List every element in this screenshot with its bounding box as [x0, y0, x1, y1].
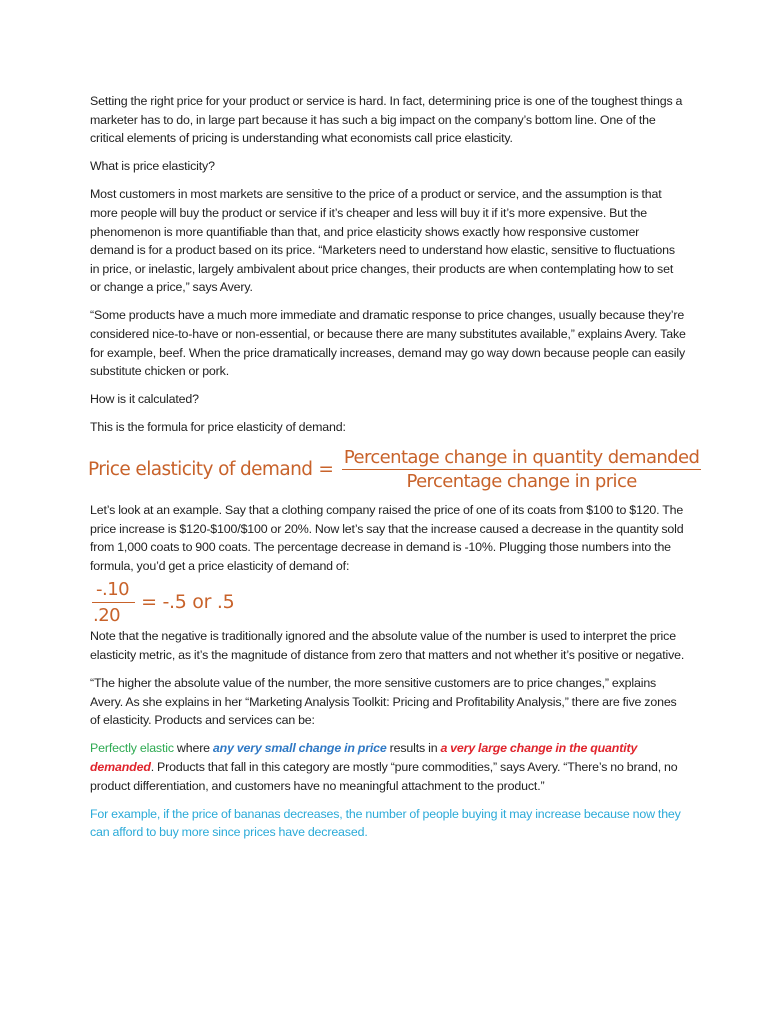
formula-lhs: Price elasticity of demand [88, 458, 313, 480]
pure-commodities-text: . Products that fall in this category are mostly “pure commodities,” says Avery. “There’s no brand, no product differentiation, and customers have no meaningful attachment to the product.” [90, 759, 678, 793]
perfectly-elastic-paragraph [90, 739, 686, 795]
formula-denominator: Percentage change in price [406, 470, 637, 492]
document-page [88, 92, 700, 851]
large-quantity-change-phrase: a very large change in the quantity demanded [90, 741, 638, 774]
example-result: = -.5 or .5 [141, 591, 235, 614]
five-zones-paragraph: “The higher the absolute value of the number, the more sensitive customers are to price changes,” explains Avery. As she explains in her “Marketing Analysis Toolkit: Pricing and Profitability Analysis,” there are five zones of elasticity. Products and services can be: [90, 676, 677, 728]
results-in-text: results in [386, 741, 441, 756]
formula-numerator: Percentage change in quantity demanded [343, 446, 700, 468]
formula-fraction [342, 447, 701, 492]
heading-how-calculated: How is it calculated? [90, 392, 199, 407]
formula-intro: This is the formula for price elasticity of demand: [90, 420, 346, 435]
customers-sensitivity-paragraph: Most customers in most markets are sensitive to the price of a product or service, and the assumption is that more people will buy the product or service if it’s cheaper and less will buy it if it’s more expensive. But the phenomenon is more quantifiable than that, and price elasticity shows exactly how responsive customer demand is for a product based on its price. “Marketers need to understand how elastic, sensitive to fluctuations in price, or inelastic, largely ambivalent about price changes, their products are when contemplating how to set or change a price,” says Avery. [90, 187, 675, 295]
where-text: where [173, 741, 213, 756]
banana-example-paragraph: For example, if the price of bananas decreases, the number of people buying it may increase because now they can afford to buy more since prices have decreased. [90, 806, 681, 840]
heading-what-is-price-elasticity: What is price elasticity? [90, 159, 215, 174]
formula-equals: = [318, 458, 334, 480]
note-paragraph: Note that the negative is traditionally ignored and the absolute value of the number is used to interpret the price elasticity metric, as it’s the magnitude of distance from zero that matters and not whether it’s positive or negative. [90, 629, 685, 662]
example-fraction [92, 579, 135, 626]
example-numerator: -.10 [92, 579, 135, 603]
price-elasticity-formula [88, 441, 700, 497]
example-paragraph: Let’s look at an example. Say that a clothing company raised the price of one of its coats from $100 to $120. The price increase is $120-$100/$100 or 20%. Now let’s say that the increase caused a decrease in the quantity sold from 1,000 coats to 900 coats. The percentage decrease in demand is -10%. Plugging those numbers into the formula, you’d get a price elasticity of demand of: [90, 503, 684, 573]
small-price-change-phrase: any very small change in price [212, 741, 387, 756]
example-calculation [92, 575, 686, 629]
example-denominator: .20 [92, 604, 121, 626]
dramatic-response-paragraph: “Some products have a much more immediate and dramatic response to price changes, usually because they’re considered nice-to-have or non-essential, or because there are many substitutes available,” explains Avery. Take for example, beef. When the price dramatically increases, demand may go way down because people can easily substitute chicken or pork. [90, 308, 686, 379]
intro-paragraph: Setting the right price for your product or service is hard. In fact, determining price is one of the toughest things a marketer has to do, in large part because it has such a big impact on the company’s bottom line. One of the critical elements of pricing is understanding what economists call price elasticity. [90, 94, 683, 146]
perfectly-elastic-term: Perfectly elastic [90, 741, 174, 756]
